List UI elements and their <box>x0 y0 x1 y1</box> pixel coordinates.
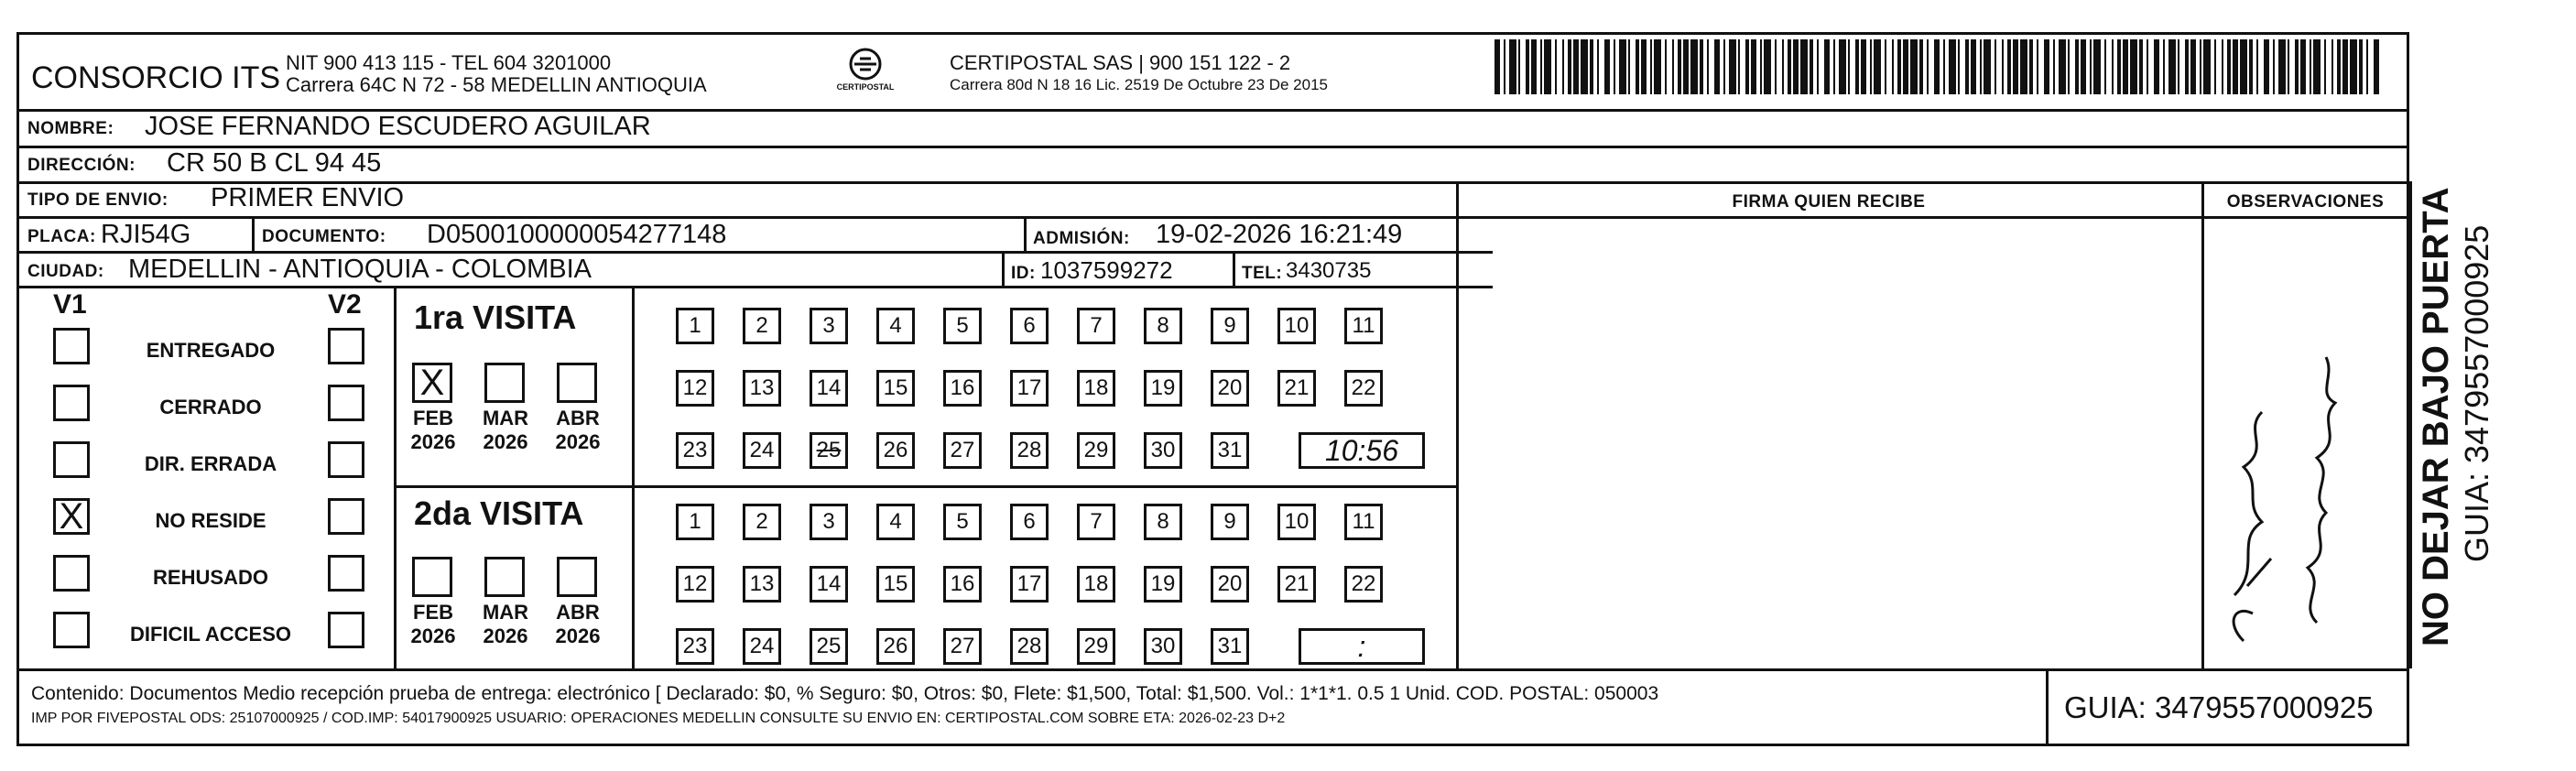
status-option-label: DIR. ERRADA <box>144 452 277 475</box>
certipostal-logo <box>829 42 902 106</box>
day-box[interactable] <box>743 628 781 665</box>
divider <box>1456 216 2409 219</box>
day-box[interactable] <box>1277 566 1316 603</box>
barcode-bar <box>2093 39 2101 94</box>
day-number: 16 <box>950 571 975 596</box>
day-number: 21 <box>1284 571 1310 596</box>
day-box[interactable] <box>876 504 915 540</box>
day-box[interactable] <box>1277 370 1316 407</box>
day-number: 28 <box>1016 634 1042 658</box>
placa-value: RJI54G <box>101 220 191 249</box>
footer-guia: GUIA: 3479557000925 <box>2064 690 2374 724</box>
documento-value: D0500100000054277148 <box>427 220 727 249</box>
day-number: 30 <box>1150 634 1176 658</box>
day-number: 11 <box>1352 509 1375 534</box>
day-box[interactable] <box>1211 432 1249 469</box>
day-box[interactable] <box>1010 432 1049 469</box>
day-box[interactable] <box>810 432 848 469</box>
barcode-bar <box>1949 39 1956 94</box>
day-box[interactable] <box>810 308 848 344</box>
day-box[interactable] <box>743 566 781 603</box>
day-box[interactable] <box>1144 432 1182 469</box>
barcode-bar <box>1984 39 1991 94</box>
day-number: 17 <box>1016 375 1042 400</box>
status-option-label: CERRADO <box>159 396 262 418</box>
barcode-bar <box>1509 39 1516 94</box>
certipostal-line-2: Carrera 80d N 18 16 Lic. 2519 De Octubre 23 De 2015 <box>950 76 1328 93</box>
day-box[interactable] <box>676 566 714 603</box>
day-number: 2 <box>755 313 768 338</box>
day-box[interactable] <box>943 504 982 540</box>
divider <box>394 286 397 668</box>
barcode-bar <box>2020 39 2027 94</box>
day-number: 9 <box>1223 509 1236 534</box>
day-number: 6 <box>1023 313 1036 338</box>
day-number: 19 <box>1150 375 1176 400</box>
barcode-bar <box>1619 39 1626 94</box>
status-option-label: REHUSADO <box>153 566 268 589</box>
day-number: 2 <box>755 509 768 534</box>
tel-label: TEL: <box>1242 264 1283 283</box>
month-checkbox[interactable] <box>412 557 452 597</box>
v2-checkbox[interactable] <box>328 441 364 478</box>
barcode-bar <box>2203 39 2211 94</box>
barcode-bar <box>2313 39 2321 94</box>
v2-label: V2 <box>328 289 362 320</box>
nombre-label: NOMBRE: <box>27 119 114 138</box>
time-value: 10:56 <box>1324 433 1399 467</box>
month-label: MAR <box>482 601 529 624</box>
day-number: 27 <box>950 438 975 462</box>
day-box[interactable] <box>876 370 915 407</box>
day-number: 17 <box>1016 571 1042 596</box>
day-box[interactable] <box>810 504 848 540</box>
time-box[interactable] <box>1299 432 1425 469</box>
day-number: 13 <box>749 571 775 596</box>
v1-checkbox[interactable] <box>53 328 90 364</box>
day-box[interactable] <box>676 432 714 469</box>
documento-label: DOCUMENTO: <box>262 227 386 246</box>
day-number: 6 <box>1023 509 1036 534</box>
day-box[interactable] <box>943 628 982 665</box>
status-option-label: NO RESIDE <box>155 509 266 532</box>
v2-checkbox[interactable] <box>328 328 364 364</box>
day-number: 24 <box>749 438 775 462</box>
day-box[interactable] <box>1010 566 1049 603</box>
placa-label: PLACA: <box>27 227 96 246</box>
day-box[interactable] <box>743 504 781 540</box>
day-box[interactable] <box>876 566 915 603</box>
day-number: 5 <box>956 313 969 338</box>
v2-checkbox[interactable] <box>328 555 364 592</box>
year-label: 2026 <box>410 624 456 647</box>
observaciones-label: OBSERVACIONES <box>2226 192 2385 212</box>
day-number: 19 <box>1150 571 1176 596</box>
divider <box>2201 181 2204 668</box>
barcode-bar <box>1910 39 1918 94</box>
barcode-bar <box>1729 39 1736 94</box>
month-label: FEB <box>413 601 453 624</box>
divider <box>16 216 1493 219</box>
barcode-bar <box>2278 39 2286 94</box>
day-number: 7 <box>1090 313 1103 338</box>
day-number: 26 <box>883 634 908 658</box>
day-number: 12 <box>682 375 708 400</box>
check-mark: X <box>59 496 84 537</box>
tipo-envio-value: PRIMER ENVIO <box>211 183 405 212</box>
v1-label: V1 <box>53 289 87 320</box>
day-box[interactable] <box>876 308 915 344</box>
barcode-bar <box>1581 39 1588 94</box>
day-number: 29 <box>1083 634 1109 658</box>
day-number: 18 <box>1083 571 1109 596</box>
time-box[interactable] <box>1299 628 1425 665</box>
direccion-label: DIRECCIÓN: <box>27 156 136 175</box>
month-label: ABR <box>556 601 600 624</box>
day-box[interactable] <box>743 308 781 344</box>
barcode-bar <box>1874 39 1881 94</box>
firma-quien-recibe-label: FIRMA QUIEN RECIBE <box>1732 192 1926 212</box>
day-box[interactable] <box>1144 370 1182 407</box>
day-box[interactable] <box>1277 504 1316 540</box>
day-box[interactable] <box>1144 566 1182 603</box>
barcode-icon <box>1495 39 2385 94</box>
day-number-marked: 25 <box>816 438 842 462</box>
day-box[interactable] <box>943 370 982 407</box>
logo-text: CERTIPOSTAL <box>836 82 895 92</box>
barcode-bar <box>2168 39 2176 94</box>
day-number: 27 <box>950 634 975 658</box>
day-box[interactable] <box>943 566 982 603</box>
divider <box>16 286 1493 288</box>
day-box[interactable] <box>810 566 848 603</box>
status-option-label: ENTREGADO <box>146 339 276 362</box>
day-box[interactable] <box>1277 308 1316 344</box>
v1-checkbox[interactable] <box>53 441 90 478</box>
barcode-bar <box>1839 39 1846 94</box>
month-label: ABR <box>556 407 600 429</box>
day-box[interactable] <box>1211 308 1249 344</box>
day-box[interactable] <box>1077 504 1115 540</box>
barcode-bar <box>1544 39 1551 94</box>
day-number: 24 <box>749 634 775 658</box>
day-number: 28 <box>1016 438 1042 462</box>
day-number: 1 <box>689 509 701 534</box>
divider <box>252 216 255 251</box>
day-box[interactable] <box>810 628 848 665</box>
day-number: 21 <box>1284 375 1310 400</box>
certipostal-line-1: CERTIPOSTAL SAS | 900 151 122 - 2 <box>950 51 1291 74</box>
ciudad-label: CIUDAD: <box>27 262 104 281</box>
day-number: 15 <box>883 571 908 596</box>
month-label: MAR <box>482 407 529 429</box>
day-box[interactable] <box>1344 566 1383 603</box>
divider <box>16 668 2409 671</box>
barcode-bar <box>2130 39 2137 94</box>
day-box[interactable] <box>1077 628 1115 665</box>
v1-checkbox[interactable] <box>53 385 90 421</box>
barcode-bar <box>1690 39 1698 94</box>
divider <box>1233 251 1235 286</box>
day-number: 20 <box>1217 375 1243 400</box>
signature-scribble <box>2207 330 2390 659</box>
year-label: 2026 <box>483 430 528 453</box>
day-box[interactable] <box>943 432 982 469</box>
day-number: 10 <box>1284 313 1310 338</box>
day-number: 13 <box>749 375 775 400</box>
day-box[interactable] <box>676 504 714 540</box>
divider <box>2409 181 2412 668</box>
day-number: 10 <box>1284 509 1310 534</box>
year-label: 2026 <box>555 430 601 453</box>
day-number: 31 <box>1217 438 1243 462</box>
ciudad-value: MEDELLIN - ANTIOQUIA - COLOMBIA <box>128 255 592 284</box>
day-number: 15 <box>883 375 908 400</box>
day-box[interactable] <box>1010 370 1049 407</box>
no-dejar-bajo-puerta: NO DEJAR BAJO PUERTA <box>2416 187 2456 646</box>
day-box[interactable] <box>743 370 781 407</box>
divider <box>1456 181 1459 668</box>
day-number: 11 <box>1352 313 1375 338</box>
day-number: 16 <box>950 375 975 400</box>
v2-checkbox[interactable] <box>328 612 364 648</box>
day-box[interactable] <box>1077 432 1115 469</box>
day-number: 1 <box>689 313 701 338</box>
company-nit-tel: NIT 900 413 115 - TEL 604 3201000 <box>286 51 612 74</box>
footer-line-2: IMP POR FIVEPOSTAL ODS: 25107000925 / COD.IMP: 54017900925 USUARIO: OPERACIONES MEDELLIN CONSULTE SU ENVIO EN: CERTIPOSTAL.COM SOBRE ETA: 2026-02-23 D+2 <box>31 711 1286 726</box>
day-number: 22 <box>1351 375 1376 400</box>
admision-label: ADMISIÓN: <box>1033 229 1130 248</box>
year-label: 2026 <box>555 624 601 647</box>
time-value: : <box>1357 629 1366 663</box>
v2-checkbox[interactable] <box>328 385 364 421</box>
divider <box>1002 251 1005 286</box>
barcode-bar <box>2240 39 2247 94</box>
month-checkbox[interactable] <box>557 557 597 597</box>
day-number: 30 <box>1150 438 1176 462</box>
day-box[interactable] <box>1211 628 1249 665</box>
day-box[interactable] <box>1211 504 1249 540</box>
day-number: 3 <box>822 313 835 338</box>
day-box[interactable] <box>1077 370 1115 407</box>
year-label: 2026 <box>410 430 456 453</box>
barcode-bar <box>2059 39 2066 94</box>
day-number: 9 <box>1223 313 1236 338</box>
day-box[interactable] <box>676 308 714 344</box>
day-number: 12 <box>682 571 708 596</box>
day-box[interactable] <box>1144 504 1182 540</box>
certipostal-logo-icon <box>829 42 902 106</box>
barcode-bar <box>2350 39 2357 94</box>
day-number: 3 <box>822 509 835 534</box>
day-number: 26 <box>883 438 908 462</box>
day-number: 29 <box>1083 438 1109 462</box>
day-number: 4 <box>889 509 902 534</box>
day-number: 22 <box>1351 571 1376 596</box>
day-box[interactable] <box>1211 566 1249 603</box>
day-box[interactable] <box>743 432 781 469</box>
id-value: 1037599272 <box>1040 256 1173 284</box>
company-address: Carrera 64C N 72 - 58 MEDELLIN ANTIOQUIA <box>286 73 707 96</box>
day-box[interactable] <box>1211 370 1249 407</box>
day-box[interactable] <box>676 370 714 407</box>
month-checkbox[interactable] <box>484 557 525 597</box>
side-guia: GUIA: 3479557000925 <box>2458 224 2495 562</box>
barcode-bar <box>1654 39 1661 94</box>
v2-checkbox[interactable] <box>328 498 364 535</box>
day-box[interactable] <box>1344 504 1383 540</box>
day-box[interactable] <box>1144 308 1182 344</box>
barcode-bar <box>2379 39 2383 94</box>
day-number: 8 <box>1157 509 1169 534</box>
month-label: FEB <box>413 407 453 429</box>
day-number: 23 <box>682 634 708 658</box>
status-option-label: DIFICIL ACCESO <box>129 623 291 646</box>
day-box[interactable] <box>1010 308 1049 344</box>
direccion-value: CR 50 B CL 94 45 <box>167 148 382 178</box>
first-visit-title: 1ra VISITA <box>414 299 577 336</box>
day-number: 7 <box>1090 509 1103 534</box>
day-number: 20 <box>1217 571 1243 596</box>
v1-checkbox[interactable] <box>53 612 90 648</box>
check-mark: X <box>419 363 445 403</box>
day-box[interactable] <box>1077 566 1115 603</box>
day-number: 8 <box>1157 313 1169 338</box>
day-number: 18 <box>1083 375 1109 400</box>
day-number: 31 <box>1217 634 1243 658</box>
divider <box>632 286 635 668</box>
day-box[interactable] <box>943 308 982 344</box>
day-number: 23 <box>682 438 708 462</box>
day-number: 14 <box>816 375 842 400</box>
month-checkbox[interactable] <box>484 363 525 403</box>
divider <box>16 251 1493 254</box>
barcode-bar <box>1800 39 1808 94</box>
v1-checkbox[interactable] <box>53 555 90 592</box>
nombre-value: JOSE FERNANDO ESCUDERO AGUILAR <box>145 112 651 141</box>
tel-value: 3430735 <box>1286 258 1372 283</box>
day-box[interactable] <box>810 370 848 407</box>
day-number: 25 <box>816 634 842 658</box>
id-label: ID: <box>1011 264 1036 283</box>
day-box[interactable] <box>676 628 714 665</box>
day-box[interactable] <box>876 432 915 469</box>
day-box[interactable] <box>1010 628 1049 665</box>
divider <box>2046 668 2049 746</box>
day-box[interactable] <box>1344 308 1383 344</box>
day-box[interactable] <box>1144 628 1182 665</box>
day-number: 4 <box>889 313 902 338</box>
barcode-bar <box>1764 39 1771 94</box>
divider <box>394 485 1456 488</box>
month-checkbox[interactable] <box>557 363 597 403</box>
day-number: 14 <box>816 571 842 596</box>
tipo-envio-label: TIPO DE ENVIO: <box>27 190 168 210</box>
day-box[interactable] <box>1344 370 1383 407</box>
month-checkbox[interactable] <box>412 363 452 403</box>
day-box[interactable] <box>876 628 915 665</box>
day-box[interactable] <box>1010 504 1049 540</box>
day-number: 5 <box>956 509 969 534</box>
company-name: CONSORCIO ITS <box>31 60 281 95</box>
year-label: 2026 <box>483 624 528 647</box>
day-box[interactable] <box>1077 308 1115 344</box>
divider <box>1024 216 1027 251</box>
admision-value: 19-02-2026 16:21:49 <box>1156 220 1403 249</box>
v1-checkbox[interactable] <box>53 498 90 535</box>
footer-line-1: Contenido: Documentos Medio recepción prueba de entrega: electrónico [ Declarado: $0, % Seguro: $0, Otros: $0, Flete: $1,500, Total: $1,500. Vol.: 1*1*1. 0.5 1 Unid. COD. POSTAL: 050003 <box>31 683 1659 704</box>
second-visit-title: 2da VISITA <box>414 494 584 532</box>
